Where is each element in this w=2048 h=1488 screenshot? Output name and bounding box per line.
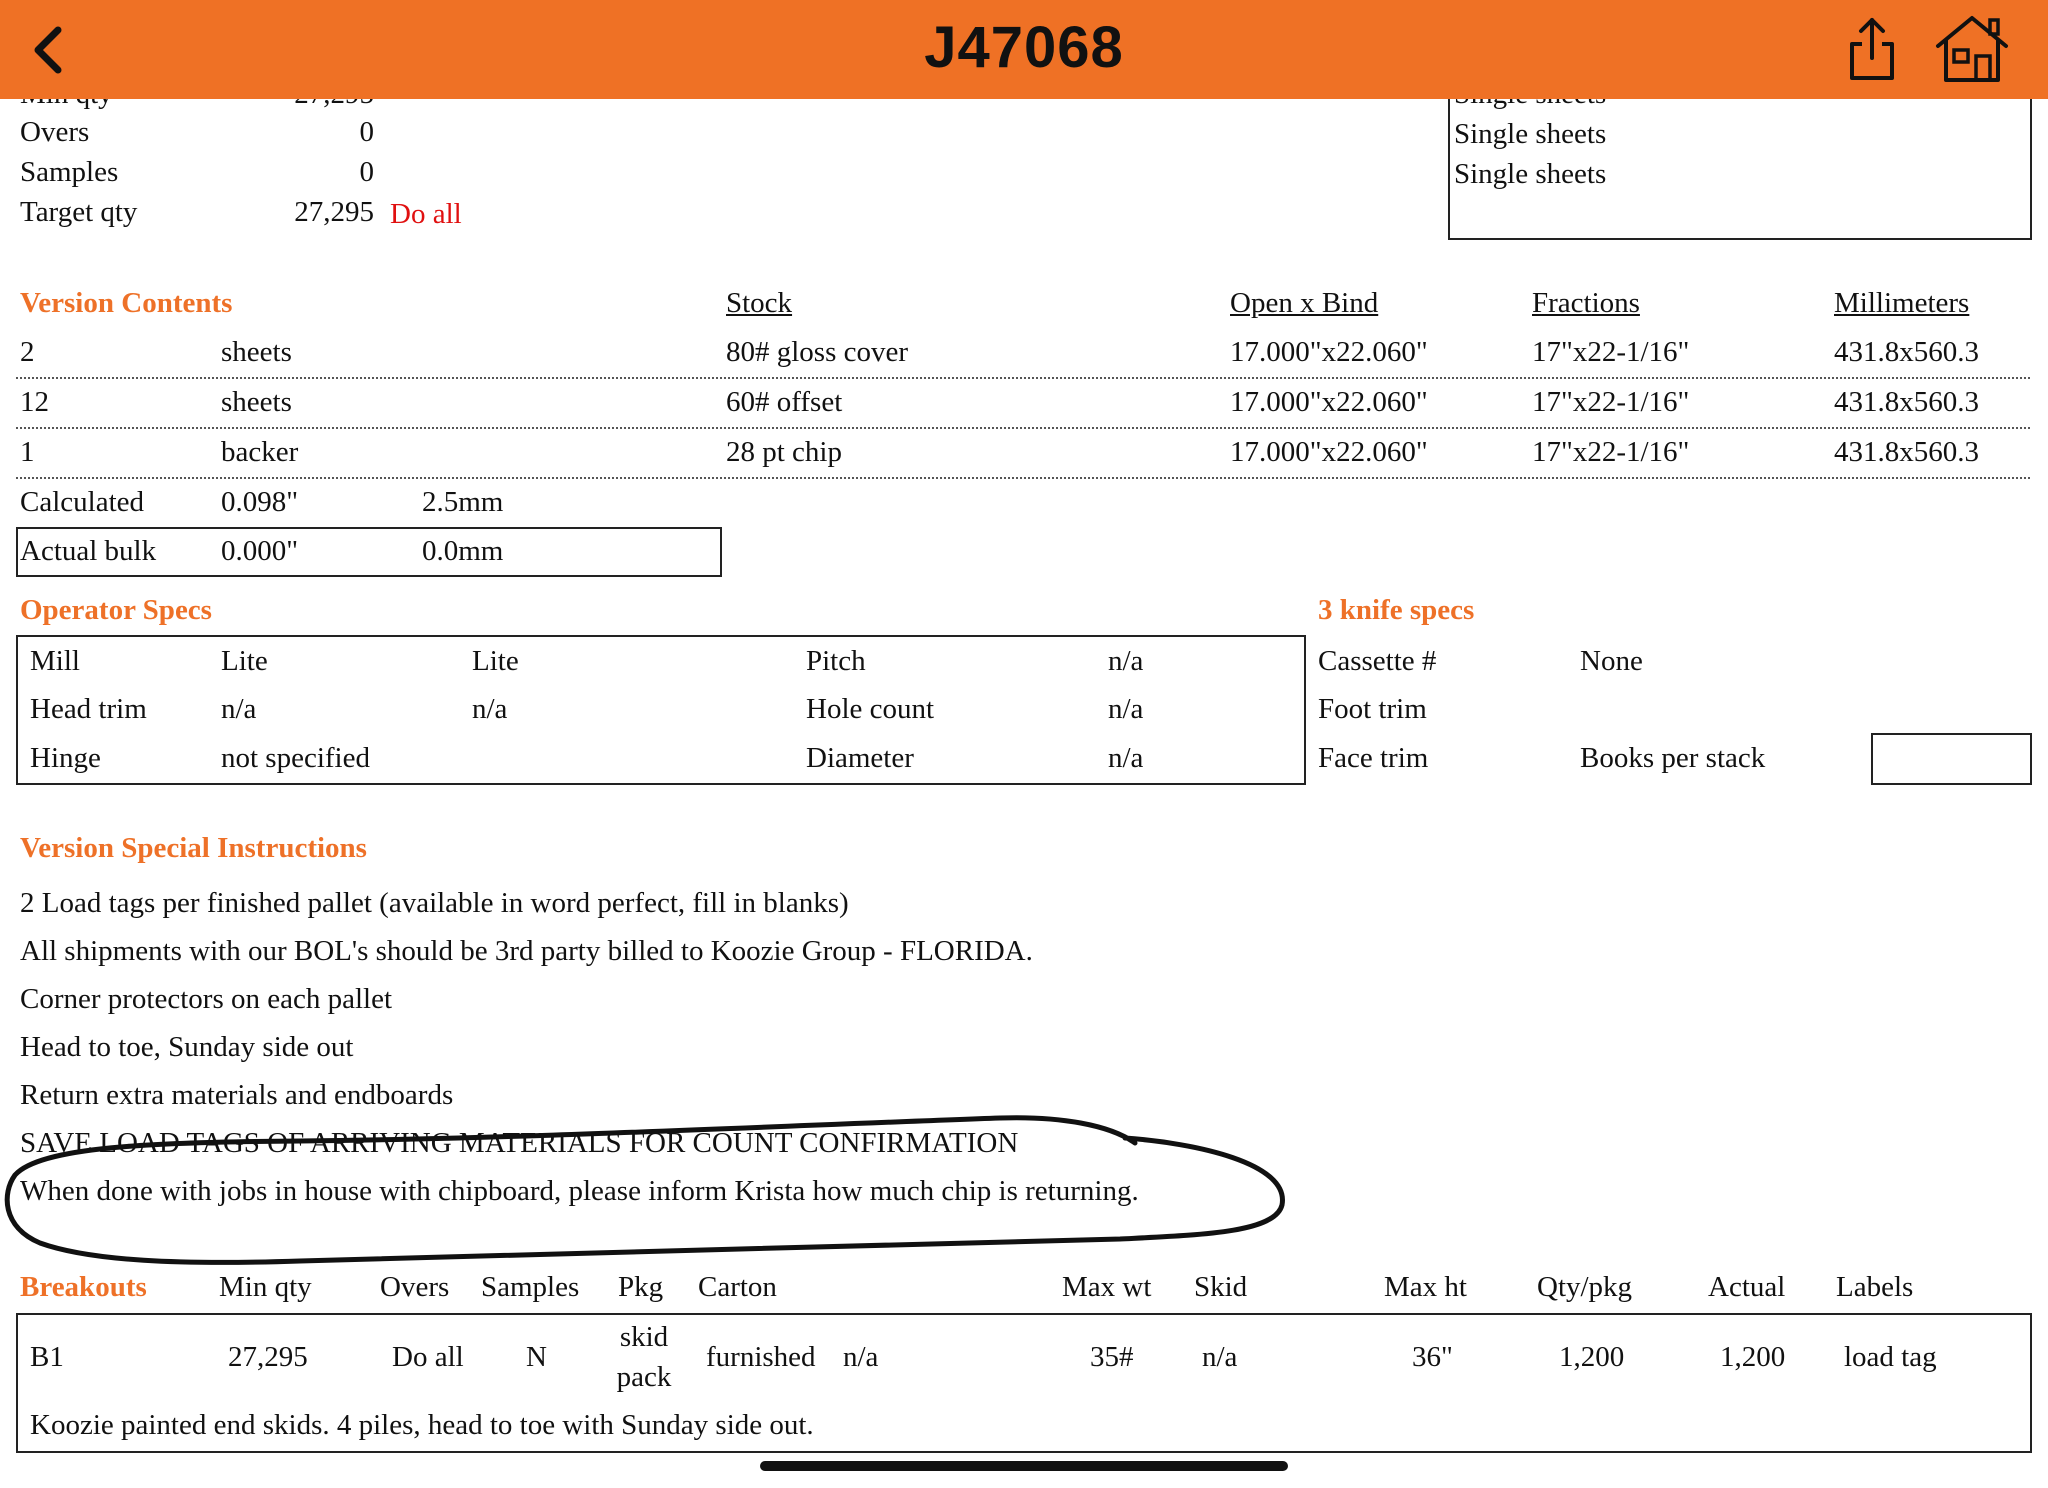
- breakout-qty-pkg: 1,200: [1559, 1341, 1625, 1373]
- home-button[interactable]: [1932, 12, 2012, 86]
- table-cell-fractions: 17"x22-1/16": [1532, 436, 1690, 468]
- max-ht-header: Max ht: [1384, 1271, 1467, 1303]
- stock-header: Stock: [726, 287, 793, 319]
- table-cell-mm: 431.8x560.3: [1834, 386, 1979, 418]
- mill-value-1: Lite: [221, 645, 268, 677]
- table-cell-fractions: 17"x22-1/16": [1532, 386, 1690, 418]
- calculated-mm: 2.5mm: [422, 486, 504, 518]
- mill-label: Mill: [30, 645, 80, 677]
- breakout-max-ht: 36": [1412, 1341, 1453, 1373]
- qty-pkg-header: Qty/pkg: [1537, 1271, 1633, 1303]
- table-cell-qty: 12: [20, 386, 49, 418]
- table-cell-stock: 80# gloss cover: [726, 336, 909, 368]
- head-trim-value-2: n/a: [472, 693, 508, 725]
- table-cell-unit: sheets: [221, 336, 292, 368]
- diameter-value: n/a: [1108, 742, 1144, 774]
- operator-specs-heading: Operator Specs: [20, 594, 212, 626]
- instruction-line-circled: When done with jobs in house with chipboard, please inform Krista how much chip is returning.: [20, 1175, 1139, 1207]
- hole-count-label: Hole count: [806, 693, 935, 725]
- max-wt-header: Max wt: [1062, 1271, 1152, 1303]
- table-cell-open-bind: 17.000"x22.060": [1230, 436, 1428, 468]
- calculated-label: Calculated: [20, 486, 145, 518]
- breakout-overs: Do all: [392, 1341, 464, 1373]
- foot-trim-label: Foot trim: [1318, 693, 1427, 725]
- table-cell-unit: sheets: [221, 386, 292, 418]
- breakout-carton-extra: n/a: [843, 1341, 879, 1373]
- sheet-type-line: Single sheets: [1454, 118, 1607, 150]
- table-cell-open-bind: 17.000"x22.060": [1230, 386, 1428, 418]
- calculated-inches: 0.098": [221, 486, 299, 518]
- hand-drawn-circle-annotation: [0, 1115, 1300, 1275]
- table-cell-qty: 1: [20, 436, 35, 468]
- cassette-label: Cassette #: [1318, 645, 1437, 677]
- table-cell-mm: 431.8x560.3: [1834, 436, 1979, 468]
- version-contents-heading: Version Contents: [20, 287, 233, 319]
- head-trim-value-1: n/a: [221, 693, 257, 725]
- carton-header: Carton: [698, 1271, 777, 1303]
- table-cell-open-bind: 17.000"x22.060": [1230, 336, 1428, 368]
- target-qty-value: 27,295: [294, 196, 374, 228]
- breakout-samples: N: [526, 1341, 547, 1373]
- instruction-line: All shipments with our BOL's should be 3rd party billed to Koozie Group - FLORIDA.: [20, 935, 1033, 967]
- actual-bulk-inches: 0.000": [221, 535, 299, 567]
- books-per-stack-label: Books per stack: [1580, 742, 1766, 774]
- instruction-line: SAVE LOAD TAGS OF ARRIVING MATERIALS FOR COUNT CONFIRMATION: [20, 1127, 1019, 1159]
- head-trim-label: Head trim: [30, 693, 147, 725]
- pitch-value: n/a: [1108, 645, 1144, 677]
- samples-label: Samples: [20, 156, 119, 188]
- books-per-stack-input[interactable]: [1871, 733, 2032, 785]
- breakouts-heading: Breakouts: [20, 1271, 147, 1303]
- share-icon: [1844, 14, 1900, 84]
- instruction-line: 2 Load tags per finished pallet (available in word perfect, fill in blanks): [20, 887, 849, 919]
- actual-header: Actual: [1708, 1271, 1786, 1303]
- mill-value-2: Lite: [472, 645, 519, 677]
- instruction-line: Head to toe, Sunday side out: [20, 1031, 354, 1063]
- instruction-line: Corner protectors on each pallet: [20, 983, 393, 1015]
- fractions-header: Fractions: [1532, 287, 1640, 319]
- actual-bulk-mm: 0.0mm: [422, 535, 504, 567]
- pitch-label: Pitch: [806, 645, 866, 677]
- do-all-note: Do all: [390, 198, 462, 230]
- face-trim-label: Face trim: [1318, 742, 1429, 774]
- breakout-carton: furnished: [706, 1341, 816, 1373]
- skid-header: Skid: [1194, 1271, 1248, 1303]
- table-cell-qty: 2: [20, 336, 35, 368]
- home-icon: [1932, 12, 2012, 86]
- samples-value: 0: [359, 156, 374, 188]
- breakout-min-qty: 27,295: [228, 1341, 308, 1373]
- breakout-actual: 1,200: [1720, 1341, 1786, 1373]
- table-cell-stock: 28 pt chip: [726, 436, 842, 468]
- hole-count-value: n/a: [1108, 693, 1144, 725]
- row-divider: [16, 427, 2030, 429]
- table-cell-stock: 60# offset: [726, 386, 843, 418]
- table-cell-unit: backer: [221, 436, 299, 468]
- diameter-label: Diameter: [806, 742, 914, 774]
- breakout-pkg-line2: pack: [616, 1361, 672, 1393]
- hinge-label: Hinge: [30, 742, 101, 774]
- instruction-line: Return extra materials and endboards: [20, 1079, 454, 1111]
- breakout-pkg-line1: skid: [619, 1321, 669, 1353]
- cassette-value: None: [1580, 645, 1643, 677]
- overs-header: Overs: [380, 1271, 450, 1303]
- breakout-max-wt: 35#: [1090, 1341, 1134, 1373]
- sheet-type-line: Single sheets: [1454, 158, 1607, 190]
- min-qty-header: Min qty: [219, 1271, 312, 1303]
- open-bind-header: Open x Bind: [1230, 287, 1379, 319]
- samples-header: Samples: [481, 1271, 580, 1303]
- breakout-labels: load tag: [1844, 1341, 1937, 1373]
- pkg-header: Pkg: [618, 1271, 664, 1303]
- home-indicator-bar[interactable]: [760, 1461, 1288, 1471]
- actual-bulk-label: Actual bulk: [20, 535, 157, 567]
- labels-header: Labels: [1836, 1271, 1914, 1303]
- breakout-skid: n/a: [1202, 1341, 1238, 1373]
- table-cell-fractions: 17"x22-1/16": [1532, 336, 1690, 368]
- share-button[interactable]: [1844, 14, 1900, 84]
- top-navigation-bar: [0, 0, 2048, 99]
- hinge-value: not specified: [221, 742, 370, 774]
- millimeters-header: Millimeters: [1834, 287, 1970, 319]
- overs-value: 0: [359, 116, 374, 148]
- overs-label: Overs: [20, 116, 90, 148]
- breakout-note: Koozie painted end skids. 4 piles, head to toe with Sunday side out.: [30, 1409, 814, 1441]
- table-cell-mm: 431.8x560.3: [1834, 336, 1979, 368]
- breakout-id: B1: [30, 1341, 64, 1373]
- target-qty-label: Target qty: [20, 196, 138, 228]
- knife-specs-heading: 3 knife specs: [1318, 594, 1475, 626]
- page-title: J47068: [924, 15, 1124, 80]
- special-instructions-heading: Version Special Instructions: [20, 832, 367, 864]
- row-divider: [16, 477, 2030, 479]
- row-divider: [16, 377, 2030, 379]
